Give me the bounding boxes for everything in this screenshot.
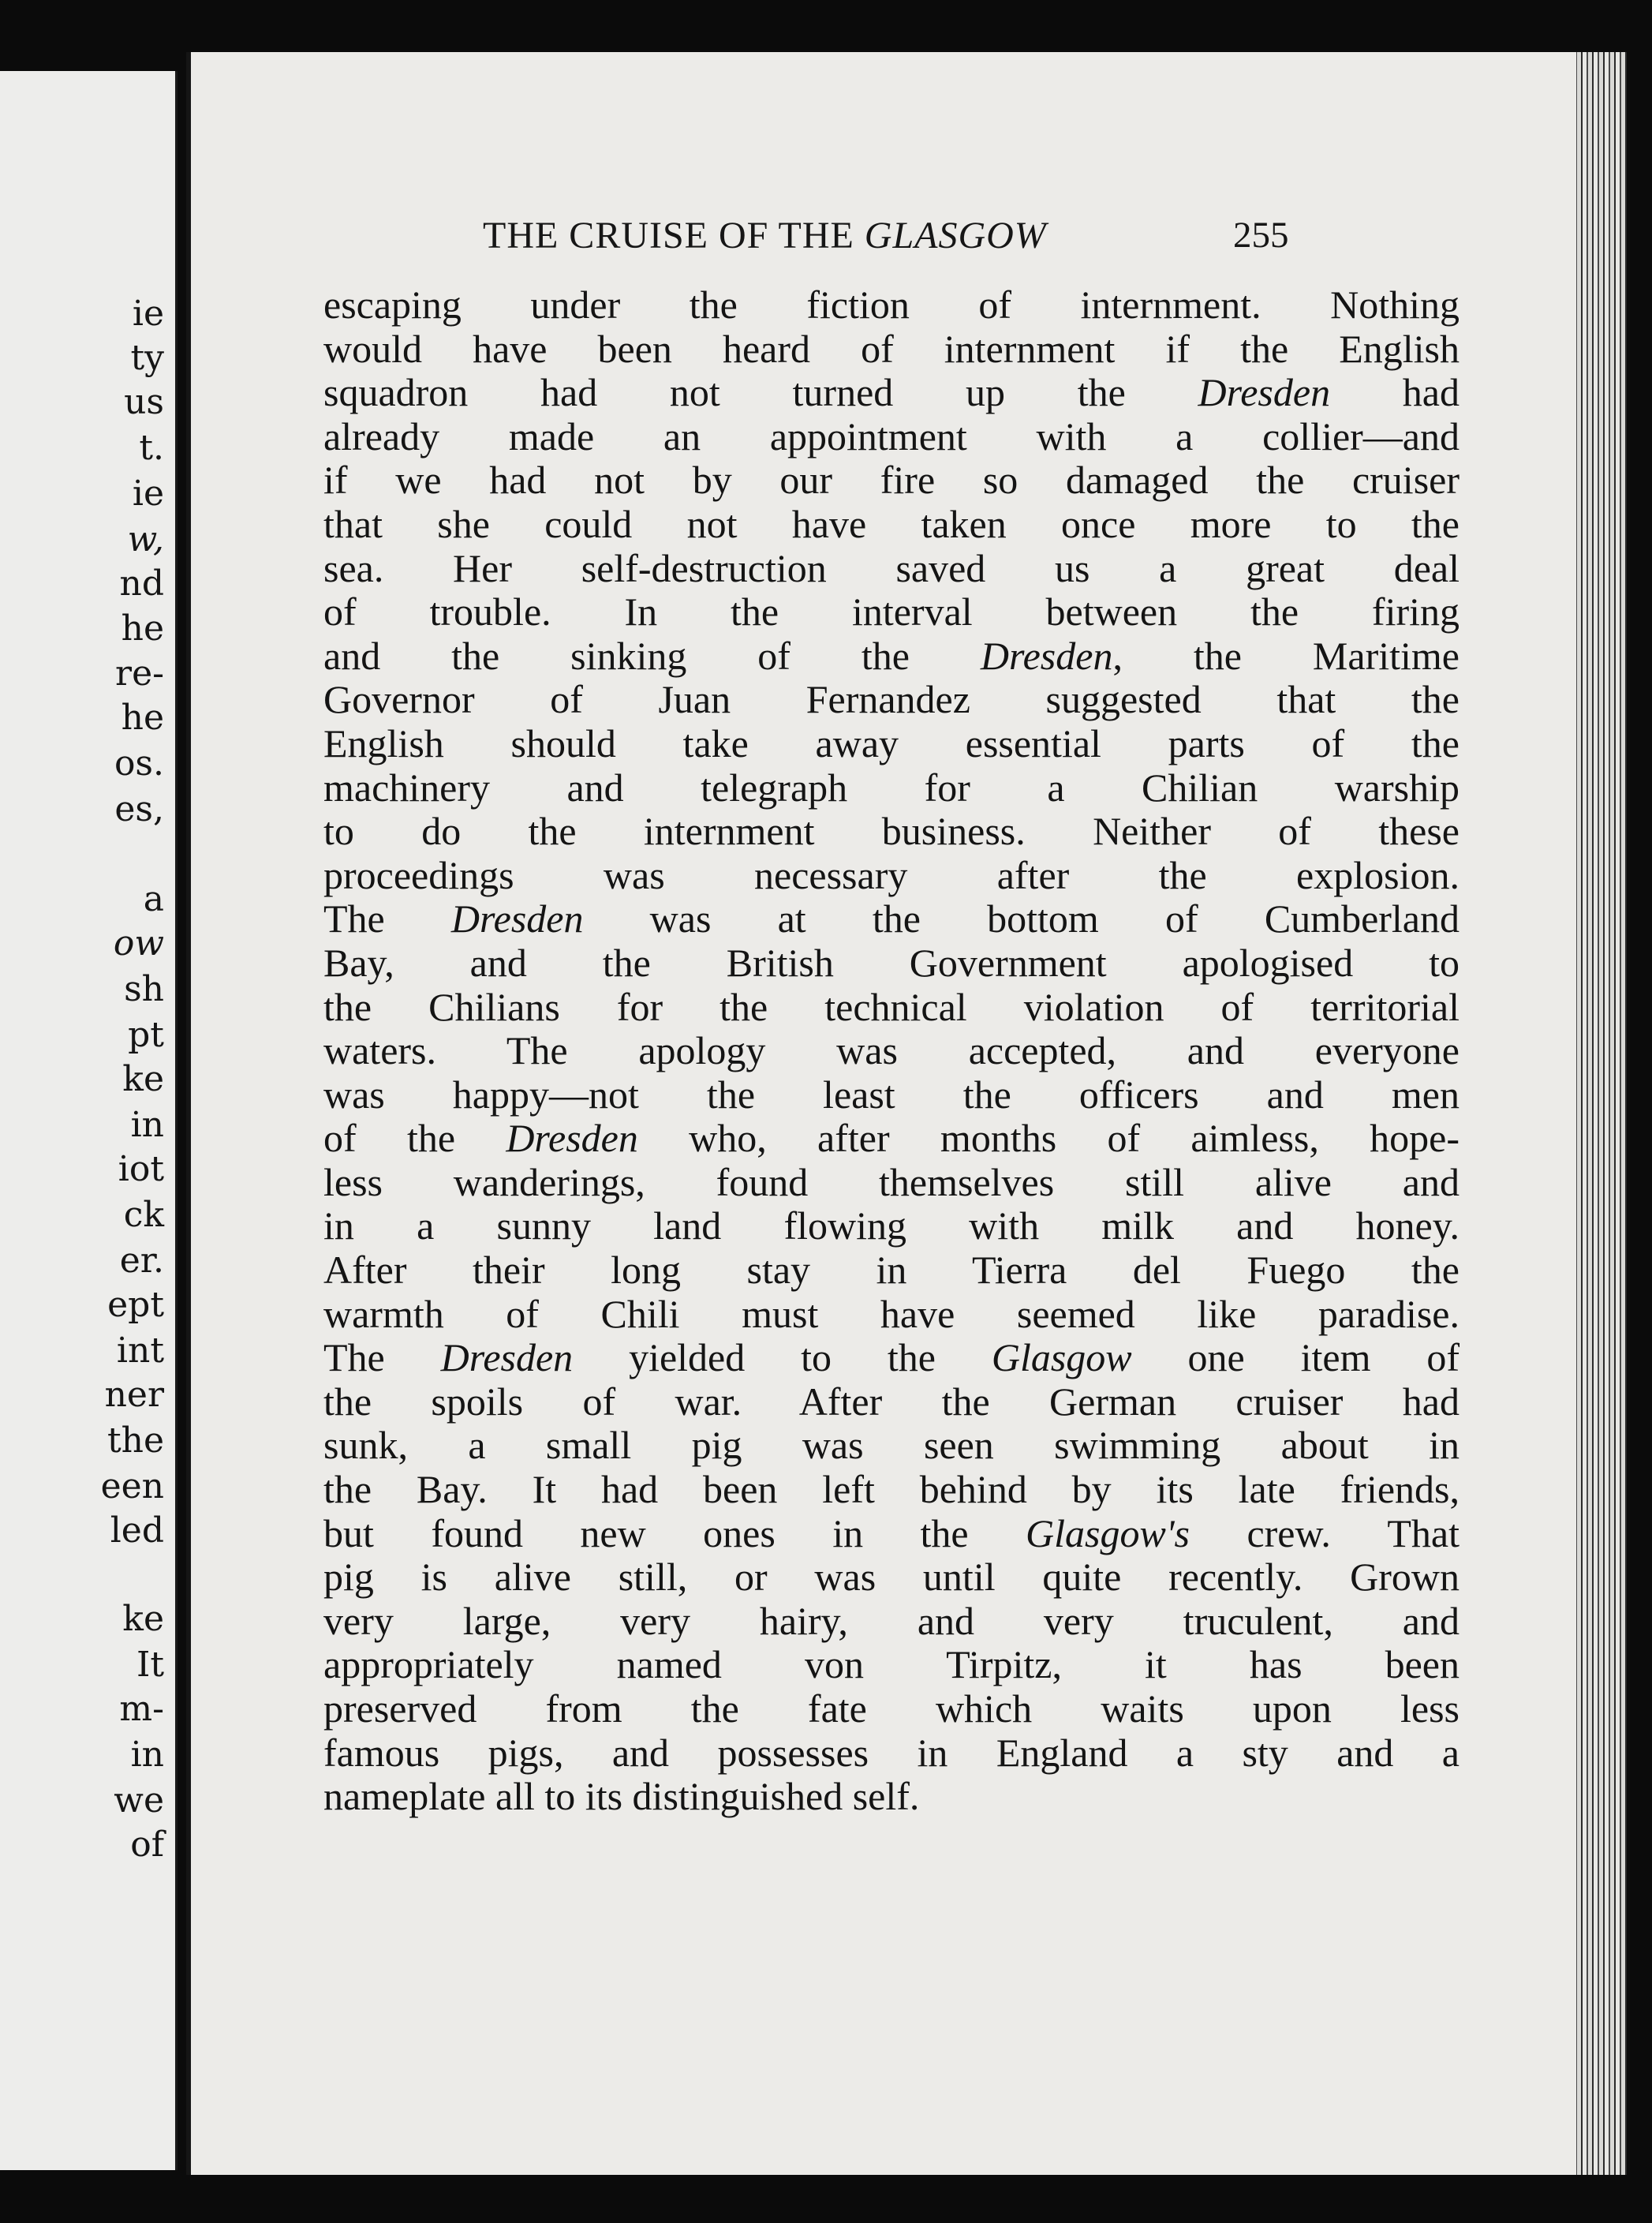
previous-page-fragment: It — [136, 1645, 164, 1685]
text-segment: who, after months of aimless, hope- — [637, 1116, 1460, 1161]
running-head-title: THE CRUISE OF THE — [483, 215, 865, 256]
text-segment: nameplate all to its distinguished self. — [323, 1774, 920, 1819]
previous-page-fragment: of — [130, 1824, 164, 1865]
text-line — [323, 458, 1460, 503]
previous-page-fragment: led — [110, 1510, 164, 1551]
previous-page-fragment: in — [130, 1735, 164, 1775]
previous-page-fragment: ke — [122, 1599, 164, 1639]
text-segment: was happy—not the least the officers and men — [323, 1072, 1460, 1117]
previous-page-fragment: he — [121, 608, 164, 649]
text-segment: crew. That — [1190, 1510, 1460, 1555]
text-line — [323, 327, 1460, 372]
text-line — [323, 766, 1460, 810]
text-segment: sea. Her self-destruction saved us a great deal — [323, 545, 1460, 590]
text-line — [323, 415, 1460, 459]
previous-page-fragment: a — [143, 879, 164, 919]
text-segment: was at the bottom of Cumberland — [583, 896, 1460, 941]
previous-page-fragment: ow — [113, 923, 164, 964]
previous-page-fragment: es, — [114, 789, 164, 829]
previous-page-fragment: ner — [104, 1375, 164, 1415]
previous-page-fragment: int — [116, 1330, 164, 1371]
text-line — [323, 1336, 1460, 1380]
previous-page-fragment: m- — [119, 1689, 164, 1729]
text-line — [323, 810, 1460, 854]
text-line — [323, 1073, 1460, 1117]
text-line — [323, 634, 1460, 679]
text-segment: would have been heard of internment if the English — [323, 326, 1460, 371]
text-line — [323, 897, 1460, 941]
previous-page-fragment: een — [100, 1466, 164, 1506]
previous-page-fragment: ck — [123, 1195, 164, 1235]
text-line — [323, 1380, 1460, 1424]
text-segment: The — [323, 896, 451, 941]
previous-page-fragment: ie — [132, 473, 164, 514]
text-segment: and the sinking of the — [323, 633, 981, 678]
text-line — [323, 1731, 1460, 1776]
italic-ship-name: Dresden — [980, 633, 1113, 678]
previous-page-fragment: we — [114, 1780, 164, 1821]
text-line — [323, 678, 1460, 722]
previous-page-fragment: iot — [118, 1149, 164, 1189]
text-segment: the spoils of war. After the German cruiser had — [323, 1379, 1460, 1424]
text-line — [323, 1775, 1460, 1819]
text-line — [323, 1643, 1460, 1687]
italic-ship-name: Dresden — [1198, 370, 1331, 415]
text-line — [323, 1687, 1460, 1731]
text-segment: one item of — [1131, 1335, 1460, 1380]
text-segment: in a sunny land flowing with milk and honey. — [323, 1203, 1460, 1248]
previous-page-fragment: ept — [107, 1285, 164, 1325]
text-line — [323, 1029, 1460, 1073]
running-head-ship-name: GLASGOW — [864, 215, 1047, 256]
text-segment: proceedings was necessary after the explosion. — [323, 852, 1460, 897]
text-line — [323, 1161, 1460, 1205]
text-line — [323, 1424, 1460, 1468]
italic-ship-name: Dresden — [450, 896, 584, 941]
text-segment: already made an appointment with a collier—and — [323, 414, 1460, 458]
book-page — [186, 52, 1576, 2175]
text-line — [323, 1117, 1460, 1161]
text-segment: preserved from the fate which waits upon less — [323, 1686, 1460, 1731]
text-segment: to do the internment business. Neither of these — [323, 809, 1460, 854]
previous-page-fragment: er. — [119, 1241, 164, 1281]
italic-ship-name: Dresden — [440, 1335, 574, 1380]
text-line — [323, 547, 1460, 591]
text-line — [323, 283, 1460, 327]
text-segment: famous pigs, and possesses in England a sty and a — [323, 1730, 1460, 1775]
text-line — [323, 1600, 1460, 1644]
text-segment: less wanderings, found themselves still alive and — [323, 1159, 1460, 1204]
text-line — [323, 1248, 1460, 1293]
text-segment: of the — [323, 1116, 506, 1161]
text-segment: appropriately named von Tirpitz, it has been — [323, 1642, 1460, 1687]
text-segment: sunk, a small pig was seen swimming about in — [323, 1423, 1460, 1468]
text-segment: had — [1330, 370, 1460, 415]
text-line — [323, 722, 1460, 766]
text-segment: escaping under the fiction of internment. Nothing — [323, 283, 1460, 327]
page-stack-edge — [1572, 52, 1627, 2175]
text-segment: that she could not have taken once more to the — [323, 501, 1460, 546]
text-line — [323, 986, 1460, 1030]
text-segment: the Chilians for the technical violation of territorial — [323, 984, 1460, 1029]
text-segment: machinery and telegraph for a Chilian warship — [323, 765, 1460, 810]
previous-page-edge — [0, 71, 178, 2170]
text-segment: yielded to the — [573, 1335, 992, 1380]
text-line — [323, 854, 1460, 898]
text-segment: squadron had not turned up the — [323, 370, 1198, 415]
previous-page-fragment: w, — [127, 519, 164, 559]
text-line — [323, 590, 1460, 634]
text-segment: Governor of Juan Fernandez suggested that the — [323, 677, 1460, 722]
previous-page-fragment: re- — [115, 653, 164, 694]
page-number: 255 — [1233, 215, 1289, 256]
text-segment: Bay, and the British Government apologised to — [323, 940, 1460, 985]
previous-page-fragment: ty — [130, 338, 164, 378]
text-line — [323, 1555, 1460, 1600]
previous-page-fragment: in — [130, 1105, 164, 1145]
text-line — [323, 1512, 1460, 1556]
text-line — [323, 1204, 1460, 1248]
text-segment: if we had not by our fire so damaged the cruiser — [323, 458, 1460, 503]
text-segment: After their long stay in Tierra del Fuego the — [323, 1248, 1460, 1293]
previous-page-fragment: sh — [124, 969, 164, 1009]
text-line — [323, 941, 1460, 986]
italic-ship-name: Glasgow — [991, 1335, 1132, 1380]
previous-page-fragment: he — [121, 698, 164, 738]
text-segment: but found new ones in the — [323, 1510, 1026, 1555]
previous-page-fragment: ie — [132, 294, 164, 334]
text-segment: English should take away essential parts of the — [323, 720, 1460, 765]
italic-ship-name: Glasgow's — [1026, 1510, 1190, 1555]
text-line — [323, 503, 1460, 547]
previous-page-fragment: ke — [122, 1059, 164, 1099]
previous-page-fragment: us — [124, 382, 164, 422]
running-head — [483, 214, 1469, 257]
text-line — [323, 1468, 1460, 1512]
text-segment: , the Maritime — [1112, 633, 1460, 678]
italic-ship-name: Dresden — [506, 1116, 638, 1161]
previous-page-fragment: os. — [114, 743, 164, 784]
text-line — [323, 371, 1460, 415]
previous-page-fragment: t. — [139, 428, 164, 468]
text-segment: pig is alive still, or was until quite recently. Grown — [323, 1555, 1460, 1600]
body-text — [323, 283, 1460, 1819]
text-segment: very large, very hairy, and very truculent, and — [323, 1598, 1460, 1643]
text-segment: The — [323, 1335, 441, 1380]
previous-page-fragment: nd — [119, 563, 164, 604]
text-segment: waters. The apology was accepted, and everyone — [323, 1028, 1460, 1073]
text-line — [323, 1293, 1460, 1337]
text-segment: the Bay. It had been left behind by its late friends, — [323, 1467, 1460, 1512]
previous-page-fragment: pt — [128, 1015, 164, 1055]
previous-page-fragment: the — [107, 1420, 164, 1461]
text-segment: warmth of Chili must have seemed like paradise. — [323, 1291, 1460, 1336]
text-segment: of trouble. In the interval between the firing — [323, 589, 1460, 634]
